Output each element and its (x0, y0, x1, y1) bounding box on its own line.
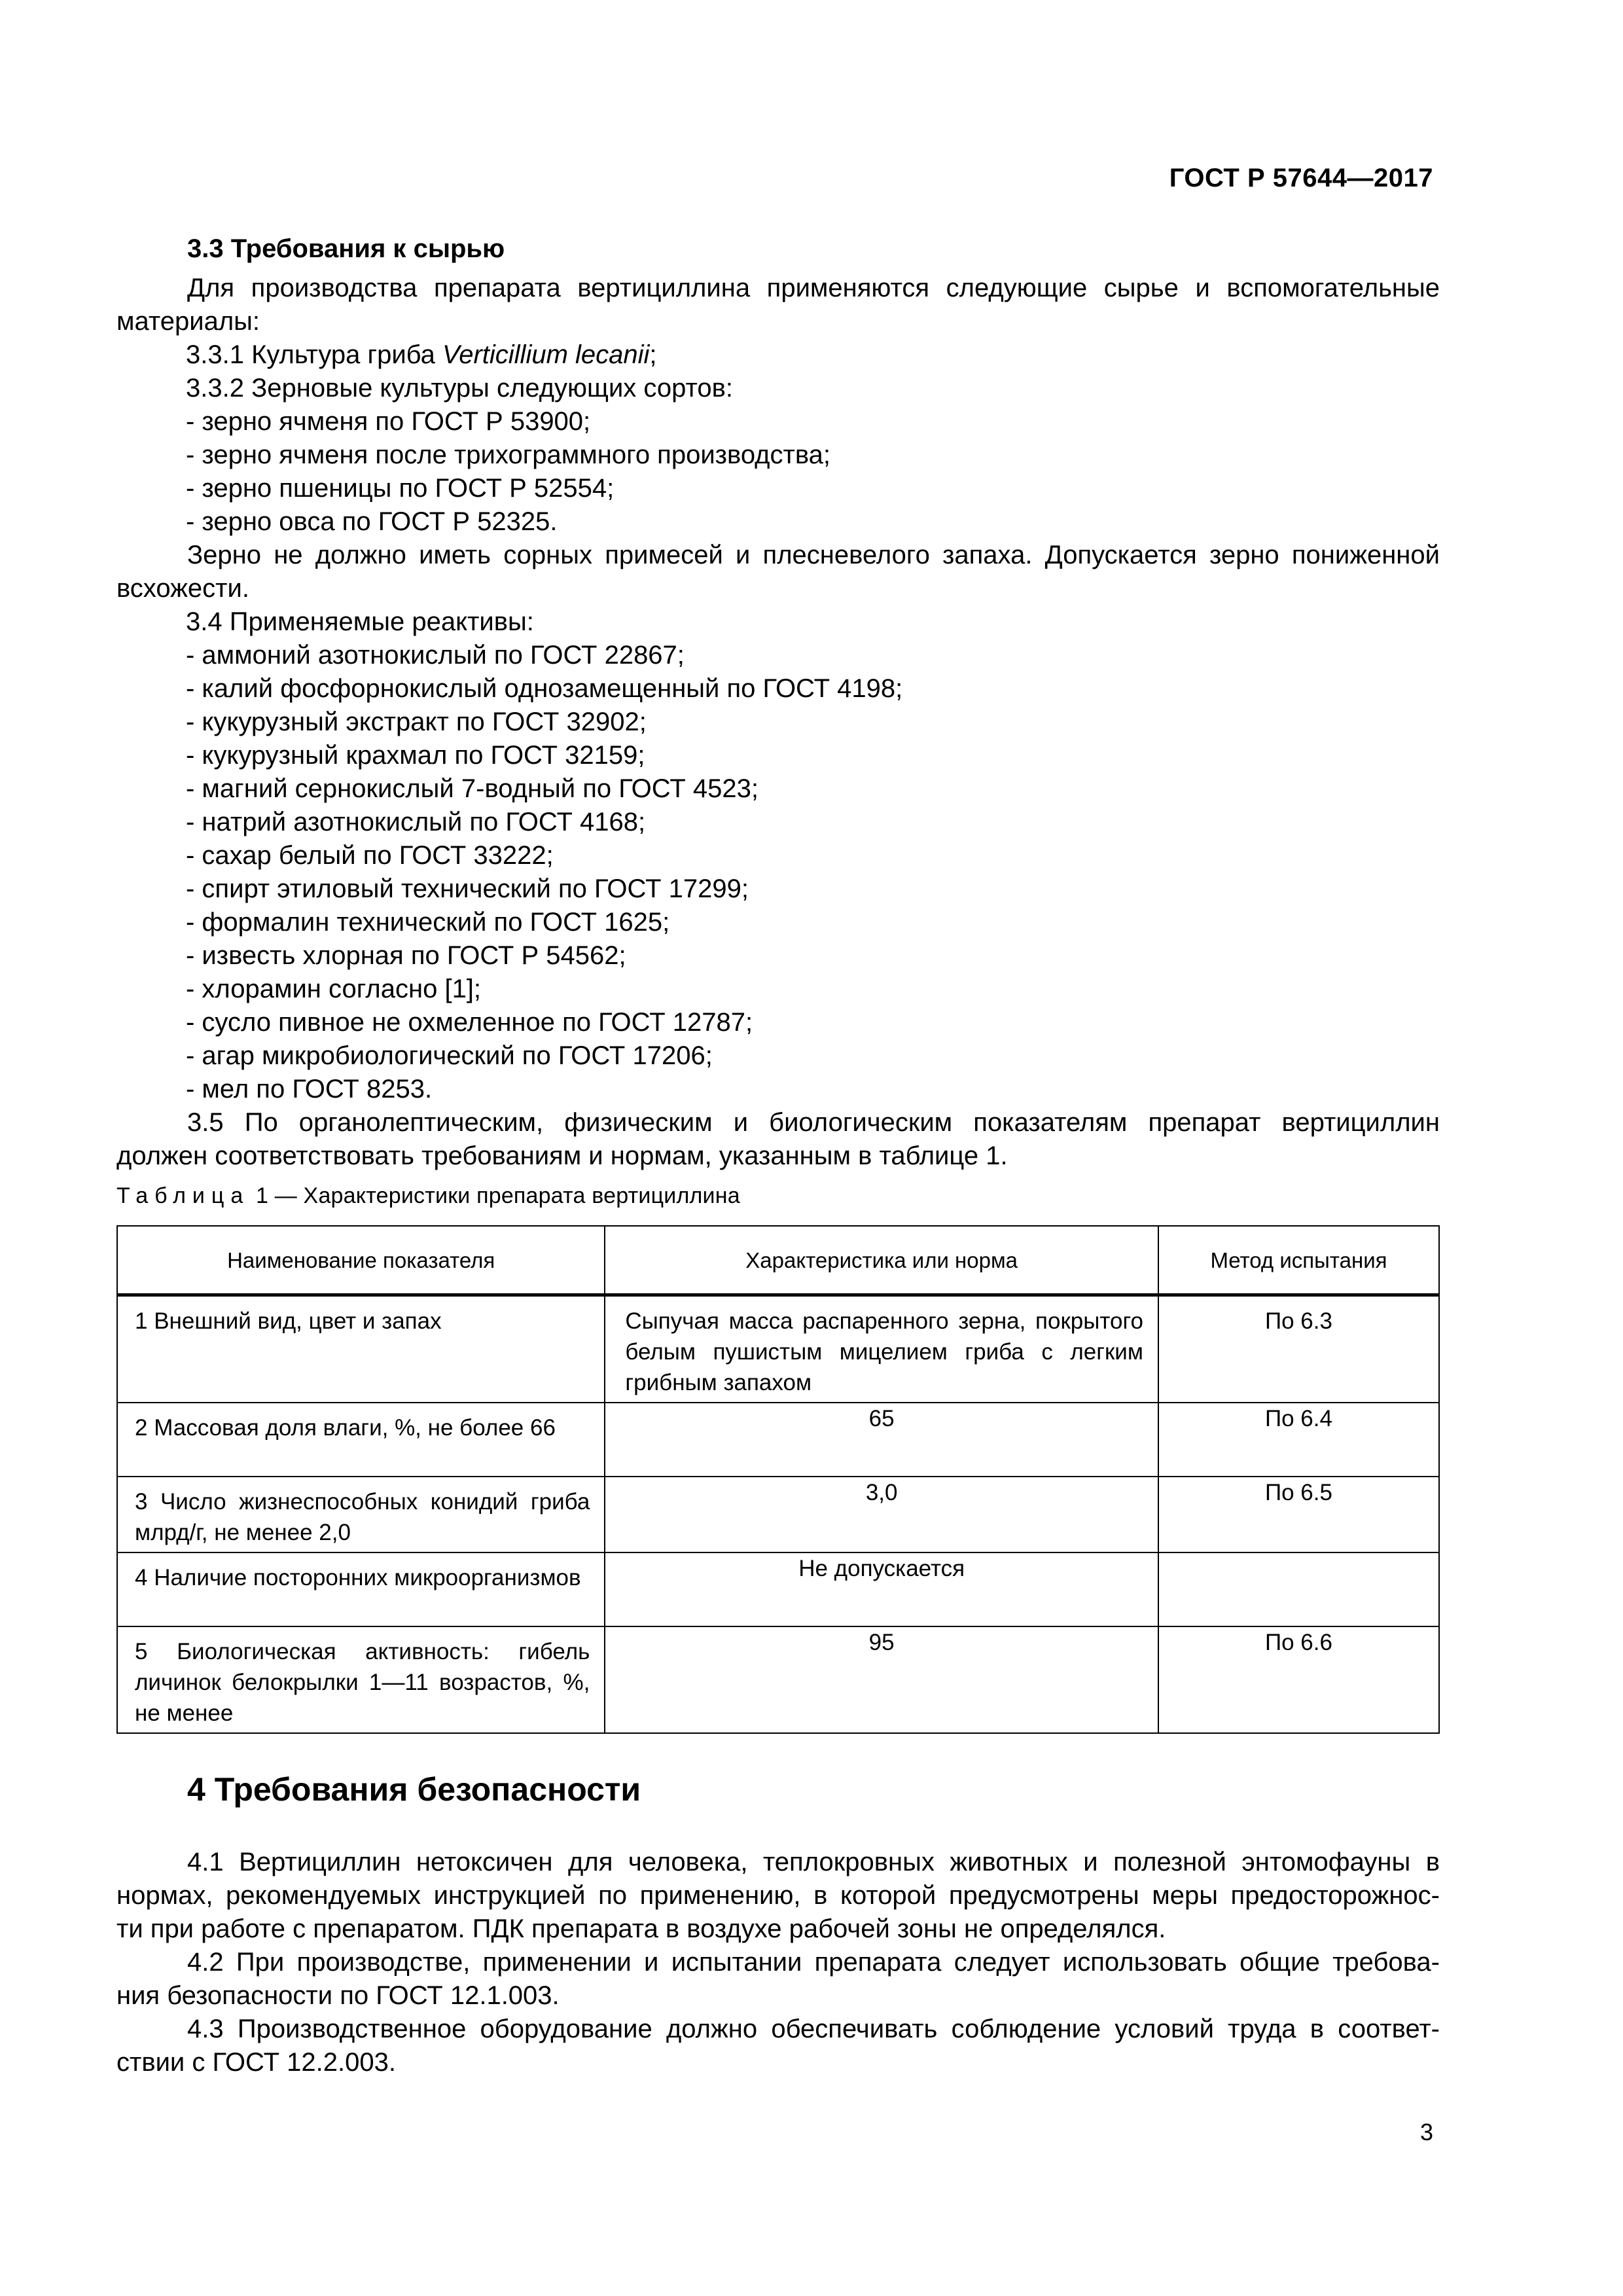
p41-line-1: 4.1 Вертициллин нетоксичен для человека, теплокровных животных и полезной энтомофауны в (187, 1848, 1440, 1876)
table-row (117, 1477, 1439, 1552)
table-row (117, 1552, 1439, 1626)
item-3-3-2: 3.3.2 Зерновые культуры следующих сортов: (186, 374, 733, 403)
p35-line-1: 3.5 По органолептическим, физическим и биологическим показателям препарат вертициллин (187, 1108, 1440, 1137)
intro-line-2: материалы: (116, 307, 260, 336)
section-3-4-heading: 3.4 Применяемые реактивы: (186, 607, 534, 636)
reagent-item: - спирт этиловый технический по ГОСТ 17299; (186, 874, 749, 903)
test-method (1158, 1552, 1439, 1626)
p43-line-1: 4.3 Производственное оборудование должно обеспечивать соблюдение условий труда в соответ- (187, 2015, 1440, 2043)
indicator-value: 65 (605, 1403, 1158, 1477)
indicator-name: 2 Массовая доля влаги, %, не более 66 (117, 1403, 605, 1477)
reagent-item: - натрий азотнокислый по ГОСТ 4168; (186, 808, 646, 836)
table-row (117, 1626, 1439, 1733)
reagent-item: - кукурузный экстракт по ГОСТ 32902; (186, 708, 647, 736)
indicator-name: 5 Биологическая активность: гибель личинок белокрылки 1—11 возрастов, %, не менее (117, 1626, 605, 1733)
indicator-name: 4 Наличие посторонних микроорганизмов (117, 1552, 605, 1626)
p42-line-2: ния безопасности по ГОСТ 12.1.003. (116, 1981, 560, 2010)
indicator-value: 95 (605, 1626, 1158, 1733)
reagent-item: - сусло пивное не охмеленное по ГОСТ 12787; (186, 1008, 753, 1037)
indicator-value: Не допускается (605, 1552, 1158, 1626)
p41-line-3: ти при работе с препаратом. ПДК препарата в воздухе рабочей зоны не определялся. (116, 1914, 1166, 1943)
indicator-value: Сыпучая масса распаренного зерна, покрытого белым пушистым мицелием гриба с легким грибным запахом (605, 1295, 1158, 1403)
item-3-3-1-suffix: ; (649, 340, 657, 369)
table-row (117, 1403, 1439, 1477)
section-3-3-heading: 3.3 Требования к сырью (187, 234, 505, 263)
paragraph-4-1 (116, 1846, 1440, 1946)
intro-line-1: Для производства препарата вертициллина применяются следующие сырье и вспомогательные (187, 274, 1440, 302)
species-name: Verticillium lecanii (442, 340, 650, 369)
table-caption (116, 1183, 740, 1209)
grain-item: - зерно овса по ГОСТ Р 52325. (186, 507, 558, 536)
indicator-name: 3 Число жизнеспособных конидий гриба млрд/г, не менее 2,0 (117, 1477, 605, 1552)
document-id: ГОСТ Р 57644—2017 (1169, 164, 1433, 192)
grain-item: - зерно пшеницы по ГОСТ Р 52554; (186, 474, 615, 503)
p43-line-2: ствии с ГОСТ 12.2.003. (116, 2048, 396, 2077)
characteristics-table (116, 1225, 1440, 1734)
reagent-item: - хлорамин согласно [1]; (186, 975, 482, 1003)
test-method: По 6.4 (1158, 1403, 1439, 1477)
paragraph-4-2 (116, 1946, 1440, 2013)
indicator-name: 1 Внешний вид, цвет и запах (117, 1295, 605, 1403)
table-caption-word: Таблица (116, 1183, 250, 1208)
p42-line-1: 4.2 При производстве, применении и испытании препарата следует использовать общие требова- (187, 1948, 1440, 1977)
reagent-item: - сахар белый по ГОСТ 33222; (186, 841, 554, 870)
reagent-item: - калий фосфорнокислый однозамещенный по ГОСТ 4198; (186, 674, 903, 703)
reagent-item: - аммоний азотнокислый по ГОСТ 22867; (186, 641, 685, 670)
section-4-heading: 4 Требования безопасности (187, 1771, 641, 1808)
paragraph-grain-note (116, 539, 1440, 605)
reagent-item: - магний сернокислый 7-водный по ГОСТ 4523; (186, 774, 758, 803)
test-method: По 6.6 (1158, 1626, 1439, 1733)
table-caption-text: 1 — Характеристики препарата вертициллина (249, 1183, 740, 1208)
reagent-item: - агар микробиологический по ГОСТ 17206; (186, 1041, 713, 1070)
column-header: Характеристика или норма (605, 1226, 1158, 1295)
grain-note-line-2: всхожести. (116, 574, 249, 603)
paragraph-3-5 (116, 1106, 1440, 1173)
grain-item: - зерно ячменя по ГОСТ Р 53900; (186, 407, 591, 436)
table-row (117, 1295, 1439, 1403)
grain-item: - зерно ячменя после трихограммного производства; (186, 440, 830, 469)
column-header: Метод испытания (1158, 1226, 1439, 1295)
test-method: По 6.3 (1158, 1295, 1439, 1403)
grain-note-line-1: Зерно не должно иметь сорных примесей и плесневелого запаха. Допускается зерно пониженной (187, 541, 1440, 569)
item-3-3-1-prefix: 3.3.1 Культура гриба (186, 340, 443, 369)
reagent-item: - формалин технический по ГОСТ 1625; (186, 908, 670, 937)
p41-line-2: нормах, рекомендуемых инструкцией по применению, в которой предусмотрены меры предосторожнос- (116, 1881, 1440, 1910)
test-method: По 6.5 (1158, 1477, 1439, 1552)
reagent-item: - мел по ГОСТ 8253. (186, 1075, 433, 1103)
paragraph-intro (116, 272, 1440, 338)
indicator-value: 3,0 (605, 1477, 1158, 1552)
reagent-item: - известь хлорная по ГОСТ Р 54562; (186, 941, 626, 970)
paragraph-4-3 (116, 2013, 1440, 2079)
table-header-row (117, 1226, 1439, 1295)
column-header: Наименование показателя (117, 1226, 605, 1295)
reagent-item: - кукурузный крахмал по ГОСТ 32159; (186, 741, 645, 770)
page-number: 3 (1419, 2119, 1433, 2145)
p35-line-2: должен соответствовать требованиям и нормам, указанным в таблице 1. (116, 1141, 1008, 1170)
item-3-3-1 (186, 338, 657, 372)
